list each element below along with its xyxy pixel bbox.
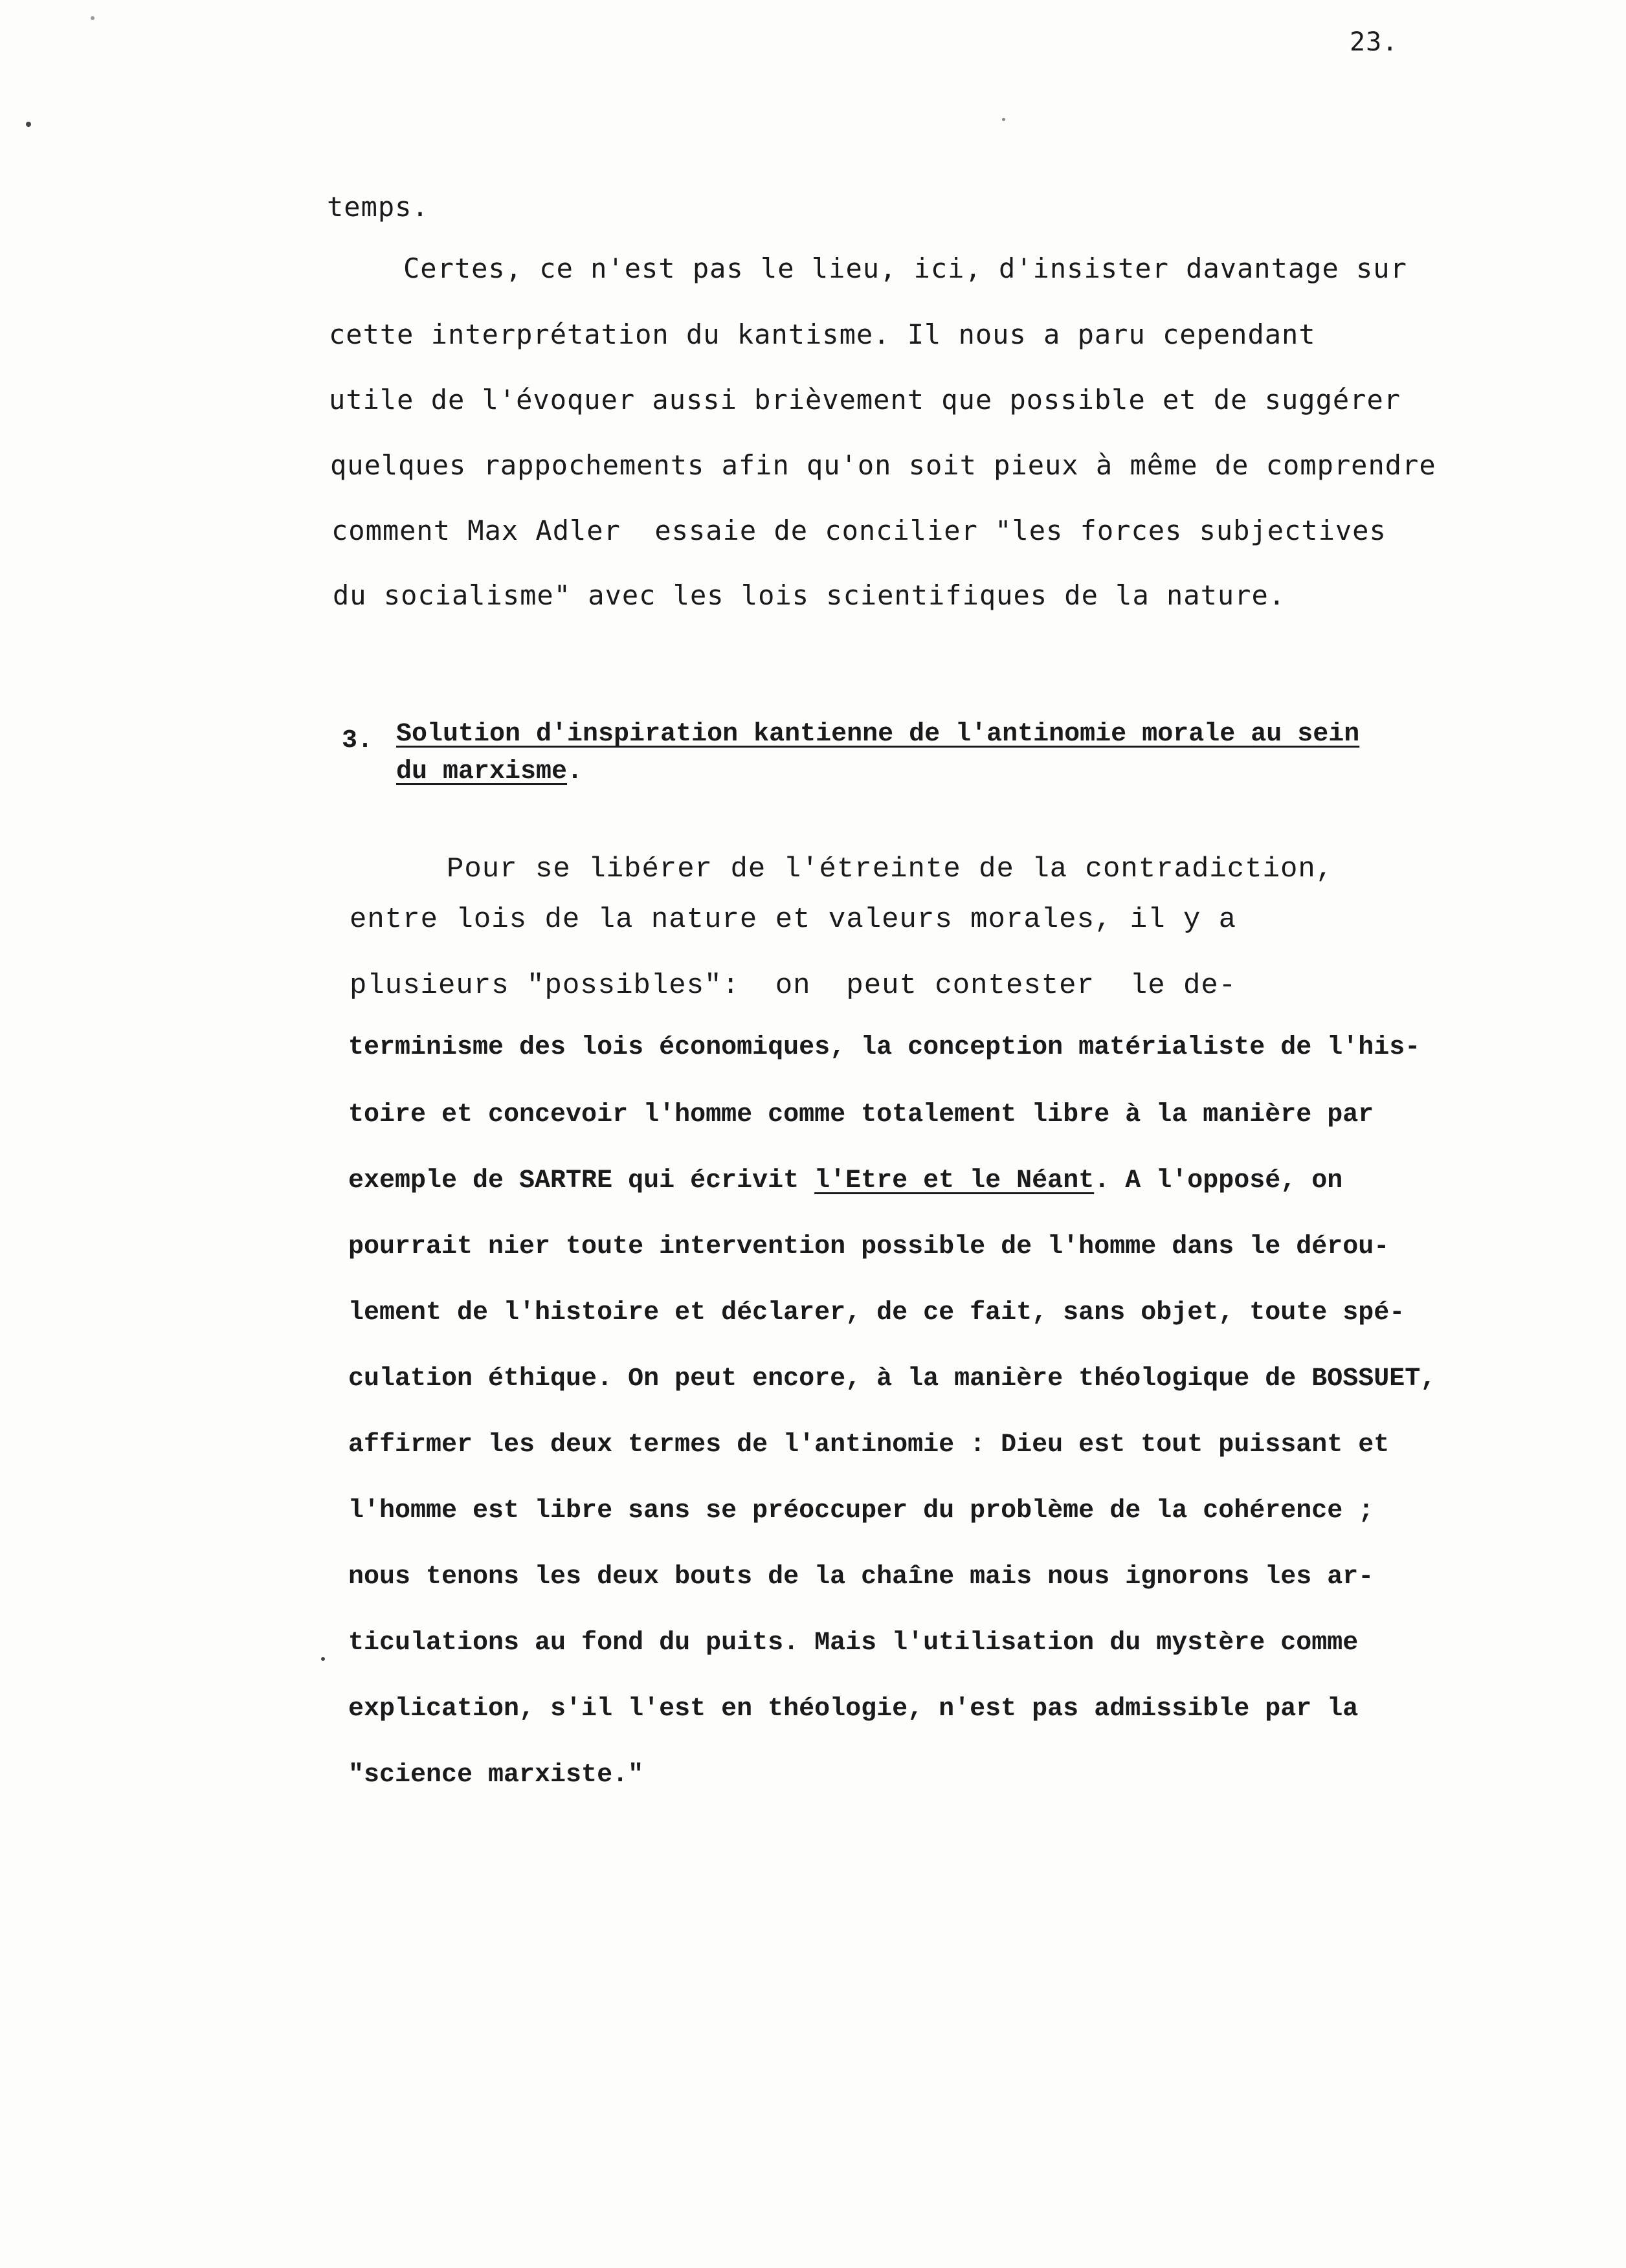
text-line: entre lois de la nature et valeurs morales, il y a	[350, 904, 1237, 936]
section-title-line-1: Solution d'inspiration kantienne de l'antinomie morale au sein	[396, 720, 1360, 749]
text-line: terminisme des lois économiques, la conception matérialiste de l'his-	[348, 1033, 1421, 1062]
scan-speck	[91, 16, 95, 20]
text-line: quelques rappochements afin qu'on soit pieux à même de comprendre	[330, 449, 1436, 481]
text-line: pourrait nier toute intervention possible de l'homme dans le dérou-	[348, 1232, 1390, 1262]
text-line: explication, s'il l'est en théologie, n'est pas admissible par la	[348, 1695, 1359, 1724]
text-line: "science marxiste."	[348, 1761, 644, 1790]
section-number: 3.	[342, 726, 373, 755]
book-title: l'Etre et le Néant	[814, 1166, 1095, 1195]
scan-speck	[26, 122, 31, 127]
text-line: du socialisme" avec les lois scientifiques de la nature.	[333, 579, 1286, 611]
text-line-sartre: exemple de SARTRE qui écrivit l'Etre et le Néant. A l'opposé, on	[348, 1166, 1343, 1195]
scan-speck	[1002, 118, 1005, 121]
text-line: plusieurs "possibles": on peut contester le de-	[350, 970, 1237, 1002]
page-number: 23.	[1350, 27, 1399, 57]
text-line: cette interprétation du kantisme. Il nous a paru cependant	[329, 318, 1316, 350]
text-line: nous tenons les deux bouts de la chaîne mais nous ignorons les ar-	[348, 1562, 1374, 1592]
text-line: comment Max Adler essaie de concilier "les forces subjectives	[331, 515, 1387, 546]
text-line: affirmer les deux termes de l'antinomie : Dieu est tout puissant et	[348, 1430, 1390, 1460]
text-line: temps.	[327, 191, 429, 223]
text-line: Pour se libérer de l'étreinte de la contradiction,	[447, 853, 1334, 885]
text-line: culation éthique. On peut encore, à la manière théologique de BOSSUET,	[348, 1364, 1436, 1394]
section-title-line-2: du marxisme.	[396, 757, 583, 786]
text-line: toire et concevoir l'homme comme totalement libre à la manière par	[348, 1100, 1374, 1129]
text-line: ticulations au fond du puits. Mais l'utilisation du mystère comme	[348, 1629, 1359, 1658]
scan-speck	[321, 1657, 325, 1661]
text-line: l'homme est libre sans se préoccuper du problème de la cohérence ;	[348, 1496, 1374, 1526]
text-line: utile de l'évoquer aussi brièvement que possible et de suggérer	[329, 384, 1401, 416]
text-line: lement de l'histoire et déclarer, de ce fait, sans objet, toute spé-	[348, 1298, 1405, 1328]
text-line: Certes, ce n'est pas le lieu, ici, d'insister davantage sur	[403, 252, 1407, 284]
